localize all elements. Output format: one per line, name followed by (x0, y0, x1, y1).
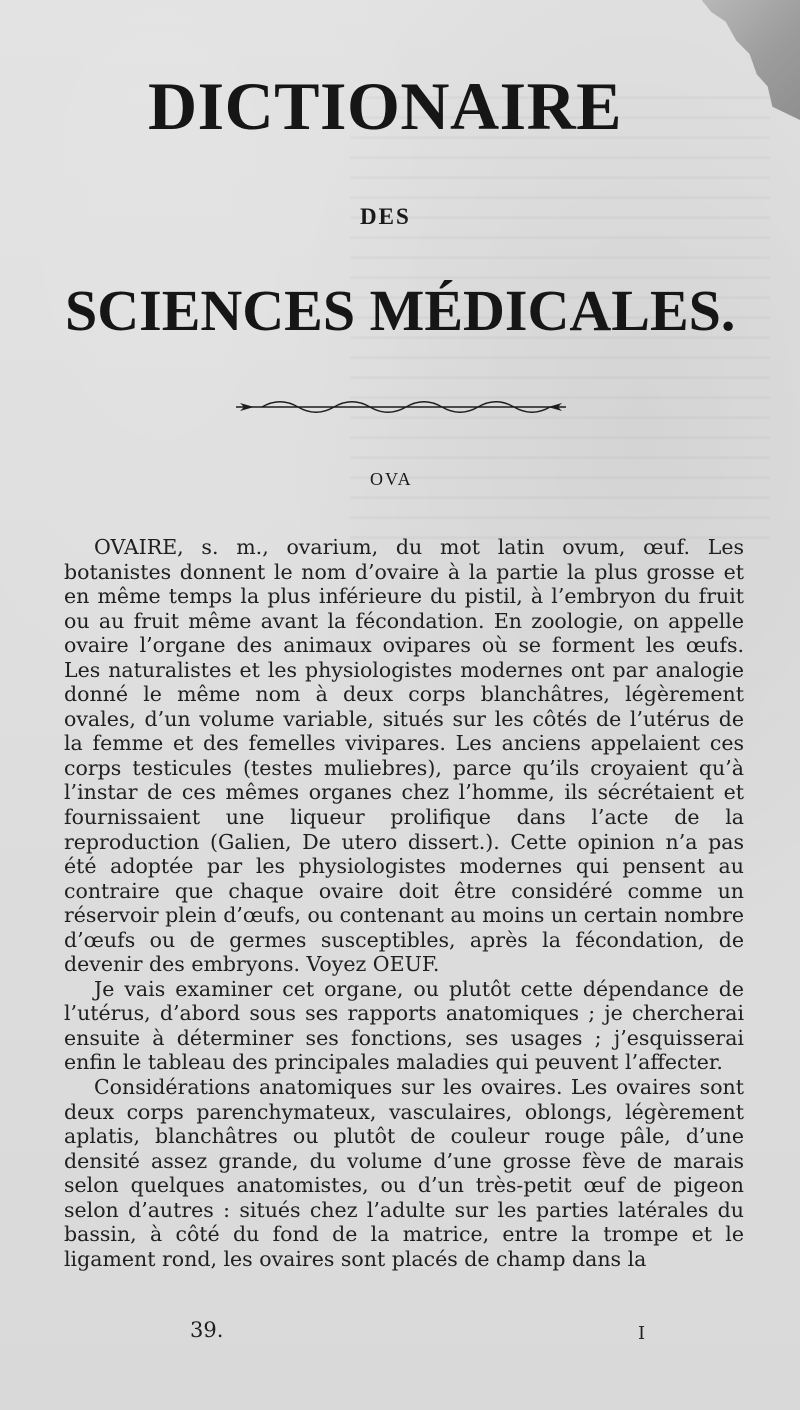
page-number: 39. (190, 1318, 224, 1342)
article-body (64, 535, 744, 1271)
signature-mark: I (638, 1323, 646, 1344)
paragraph-2: Je vais examiner cet organe, ou plutôt cette dépendance de l’utérus, d’abord sous ses rapports anatomiques ; je chercherai ensuite à déterminer ses fonctions, ses usages ; j’esquisserai enfin le tableau des principales maladies qui peuvent l’affecter. (64, 976, 744, 1075)
title-connector: DES (360, 204, 411, 229)
paragraph-1: OVAIRE, s. m., ovarium, du mot latin ovum, œuf. Les botanistes donnent le nom d’ovaire à la partie la plus grosse et en même temps la plus inférieure du pistil, à l’embryon du fruit ou au fruit même avant la fécondation. En zoologie, on appelle ovaire l’organe des animaux ovipares où se forment les œufs. Les naturalistes et les physiologistes modernes ont par analogie donné le même nom à deux corps blanchâtres, légèrement ovales, d’un volume variable, situés sur les côtés de l’utérus de la femme et des femelles vivipares. Les anciens appelaient ces corps testicules (testes muliebres), parce qu’ils croyaient qu’à l’instar de ces mêmes organes chez l’homme, ils sécrétaient et fournissaient une liqueur prolifique dans l’acte de la reproduction (Galien, De utero dissert.). Cette opinion n’a pas été adoptée par les physiologistes modernes qui pensent au contraire que chaque ovaire doit être considéré comme un réservoir plein d’œufs, ou contenant au moins un certain nombre d’œufs ou de germes susceptibles, après la fécondation, de devenir des embryons. Voyez OEUF. (64, 535, 744, 977)
ornament-rule (234, 398, 568, 416)
dictionary-subtitle: SCIENCES MÉDICALES. (65, 278, 736, 343)
paragraph-3: Considérations anatomiques sur les ovaires. Les ovaires sont deux corps parenchymateux, vasculaires, oblongs, légèrement aplatis, blanchâtres ou plutôt de couleur rouge pâle, d’une densité assez grande, du volume d’une grosse fève de marais selon quelques anatomistes, ou d’un très-petit œuf de pigeon selon d’autres : situés chez l’adulte sur les parties latérales du bassin, à côté du fond de la matrice, entre la trompe et le ligament rond, les ovaires sont placés de champ dans la (64, 1075, 744, 1271)
dictionary-title: DICTIONAIRE (148, 68, 623, 144)
section-label: OVA (370, 469, 413, 489)
